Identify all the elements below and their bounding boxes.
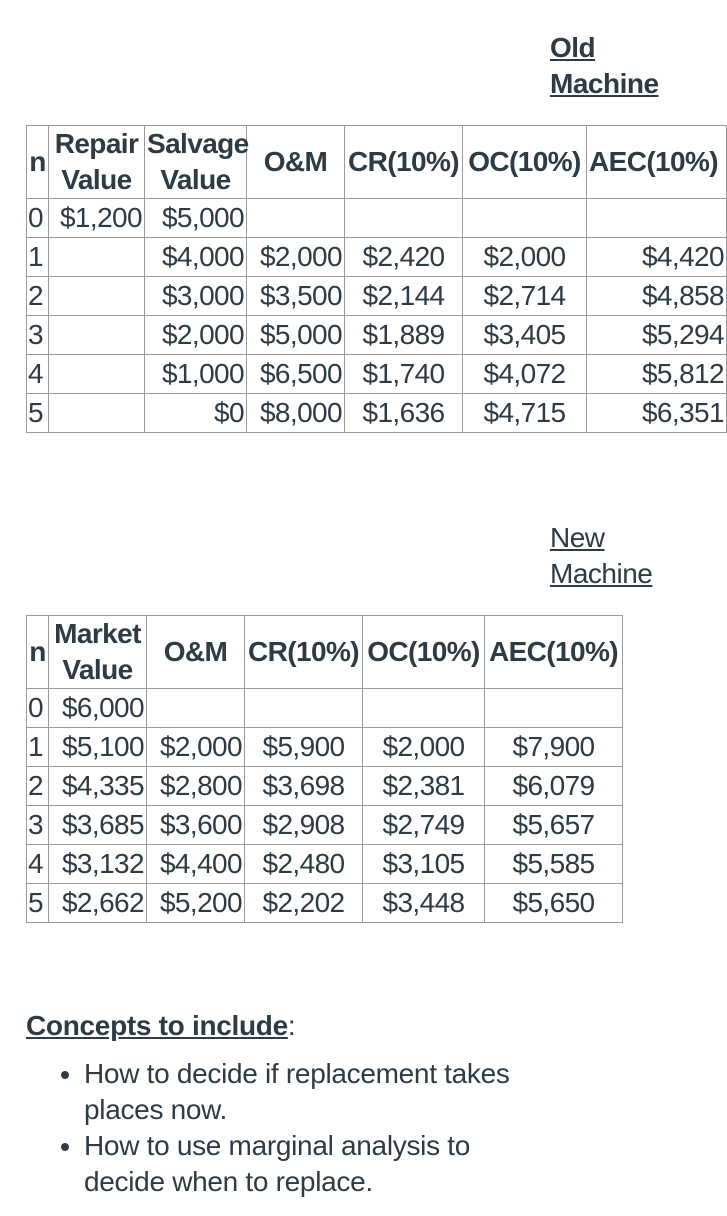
new-machine-heading-line1: New (550, 522, 605, 553)
new-table-cell: $5,657 (485, 806, 623, 845)
new-header-om: O&M (147, 616, 245, 689)
old-table-cell: $1,889 (345, 316, 463, 355)
new-header-aec: AEC(10%) (485, 616, 623, 689)
table-row (27, 277, 727, 316)
old-table-cell: $2,000 (145, 316, 247, 355)
old-table-cell: $1,200 (49, 199, 145, 238)
new-table-cell: $5,585 (485, 845, 623, 884)
old-table-cell (49, 355, 145, 394)
old-table-cell: 1 (27, 238, 49, 277)
old-table-header-row (27, 126, 727, 199)
table-row (27, 689, 623, 728)
old-machine-heading-line2: Machine (550, 68, 659, 99)
concepts-title-colon: : (287, 1010, 296, 1041)
new-machine-heading (550, 520, 652, 592)
old-machine-heading-line1: Old (550, 32, 596, 63)
old-table-cell: $3,405 (463, 316, 587, 355)
concept-item: • How to decide if replacement takes places now. (84, 1056, 514, 1128)
table-row (27, 767, 623, 806)
new-header-oc: OC(10%) (363, 616, 485, 689)
concepts-title (26, 1010, 706, 1042)
new-table-cell: $3,685 (49, 806, 147, 845)
old-machine-table (26, 125, 727, 433)
new-table-cell (363, 689, 485, 728)
old-header-cr: CR(10%) (345, 126, 463, 199)
old-table-cell: $1,636 (345, 394, 463, 433)
concept-item: • How to use marginal analysis to decide when to replace. (84, 1128, 514, 1200)
new-table-cell: $3,448 (363, 884, 485, 923)
old-table-cell: $2,420 (345, 238, 463, 277)
table-row (27, 238, 727, 277)
concepts-section (26, 1010, 706, 1200)
new-header-n: n (27, 616, 49, 689)
old-table-cell: 0 (27, 199, 49, 238)
new-table-cell: $2,381 (363, 767, 485, 806)
old-table-cell: $4,420 (587, 238, 727, 277)
old-table-cell (49, 316, 145, 355)
old-machine-table-container (26, 125, 724, 433)
old-table-cell: $1,000 (145, 355, 247, 394)
old-table-cell: $2,000 (463, 238, 587, 277)
new-table-cell: $2,000 (363, 728, 485, 767)
old-table-cell: 3 (27, 316, 49, 355)
old-table-cell: $3,000 (145, 277, 247, 316)
new-table-cell: 4 (27, 845, 49, 884)
old-table-cell: $2,144 (345, 277, 463, 316)
old-table-cell: $5,000 (247, 316, 345, 355)
new-table-cell: $6,079 (485, 767, 623, 806)
new-machine-heading-line2: Machine (550, 558, 653, 589)
old-table-cell (247, 199, 345, 238)
old-table-cell: $8,000 (247, 394, 345, 433)
table-row (27, 199, 727, 238)
new-table-cell (245, 689, 363, 728)
old-table-cell (49, 238, 145, 277)
new-table-cell: 2 (27, 767, 49, 806)
old-table-cell (463, 199, 587, 238)
old-header-oc: OC(10%) (463, 126, 587, 199)
new-table-cell (147, 689, 245, 728)
old-header-repair-value: Repair Value (49, 126, 145, 199)
concepts-list (26, 1056, 706, 1200)
table-row (27, 845, 623, 884)
old-table-cell: $4,072 (463, 355, 587, 394)
old-table-cell: $0 (145, 394, 247, 433)
new-table-cell: $2,908 (245, 806, 363, 845)
new-table-cell: $3,105 (363, 845, 485, 884)
old-table-cell (345, 199, 463, 238)
new-table-cell: $3,132 (49, 845, 147, 884)
new-table-cell: 1 (27, 728, 49, 767)
concepts-title-text: Concepts to include (26, 1010, 288, 1041)
table-row (27, 355, 727, 394)
old-table-cell: $5,812 (587, 355, 727, 394)
old-table-cell (49, 277, 145, 316)
old-table-cell: $4,000 (145, 238, 247, 277)
new-table-header-row (27, 616, 623, 689)
new-table-cell: $2,480 (245, 845, 363, 884)
new-table-cell: $5,650 (485, 884, 623, 923)
new-table-cell: $2,000 (147, 728, 245, 767)
table-row (27, 316, 727, 355)
new-table-cell: $2,800 (147, 767, 245, 806)
old-table-cell: $6,351 (587, 394, 727, 433)
new-machine-table-container (26, 615, 626, 923)
old-machine-heading (550, 30, 659, 102)
old-table-cell: $4,858 (587, 277, 727, 316)
new-header-market-value: Market Value (49, 616, 147, 689)
new-table-cell: $5,200 (147, 884, 245, 923)
new-table-cell (485, 689, 623, 728)
old-table-cell (587, 199, 727, 238)
old-table-cell: $4,715 (463, 394, 587, 433)
new-table-cell: 3 (27, 806, 49, 845)
old-header-om: O&M (247, 126, 345, 199)
old-table-cell: 2 (27, 277, 49, 316)
new-table-cell: $5,100 (49, 728, 147, 767)
old-table-cell: $6,500 (247, 355, 345, 394)
new-header-cr: CR(10%) (245, 616, 363, 689)
new-table-cell: $4,400 (147, 845, 245, 884)
old-table-cell: $5,000 (145, 199, 247, 238)
table-row (27, 728, 623, 767)
old-header-aec: AEC(10%) (587, 126, 727, 199)
old-table-cell: $3,500 (247, 277, 345, 316)
old-table-cell: 4 (27, 355, 49, 394)
old-table-cell: $1,740 (345, 355, 463, 394)
old-table-cell: $2,714 (463, 277, 587, 316)
new-table-cell: $2,749 (363, 806, 485, 845)
old-header-n: n (27, 126, 49, 199)
new-machine-table (26, 615, 623, 923)
old-table-cell: $2,000 (247, 238, 345, 277)
table-row (27, 884, 623, 923)
new-table-cell: $2,662 (49, 884, 147, 923)
new-table-cell: $6,000 (49, 689, 147, 728)
old-table-cell (49, 394, 145, 433)
new-table-cell: $7,900 (485, 728, 623, 767)
new-table-cell: 0 (27, 689, 49, 728)
old-table-cell: $5,294 (587, 316, 727, 355)
new-table-cell: $3,600 (147, 806, 245, 845)
old-header-salvage-value: Salvage Value (145, 126, 247, 199)
new-table-cell: $4,335 (49, 767, 147, 806)
new-table-cell: $5,900 (245, 728, 363, 767)
table-row (27, 806, 623, 845)
table-row (27, 394, 727, 433)
new-table-cell: 5 (27, 884, 49, 923)
new-table-cell: $2,202 (245, 884, 363, 923)
new-table-cell: $3,698 (245, 767, 363, 806)
old-table-cell: 5 (27, 394, 49, 433)
